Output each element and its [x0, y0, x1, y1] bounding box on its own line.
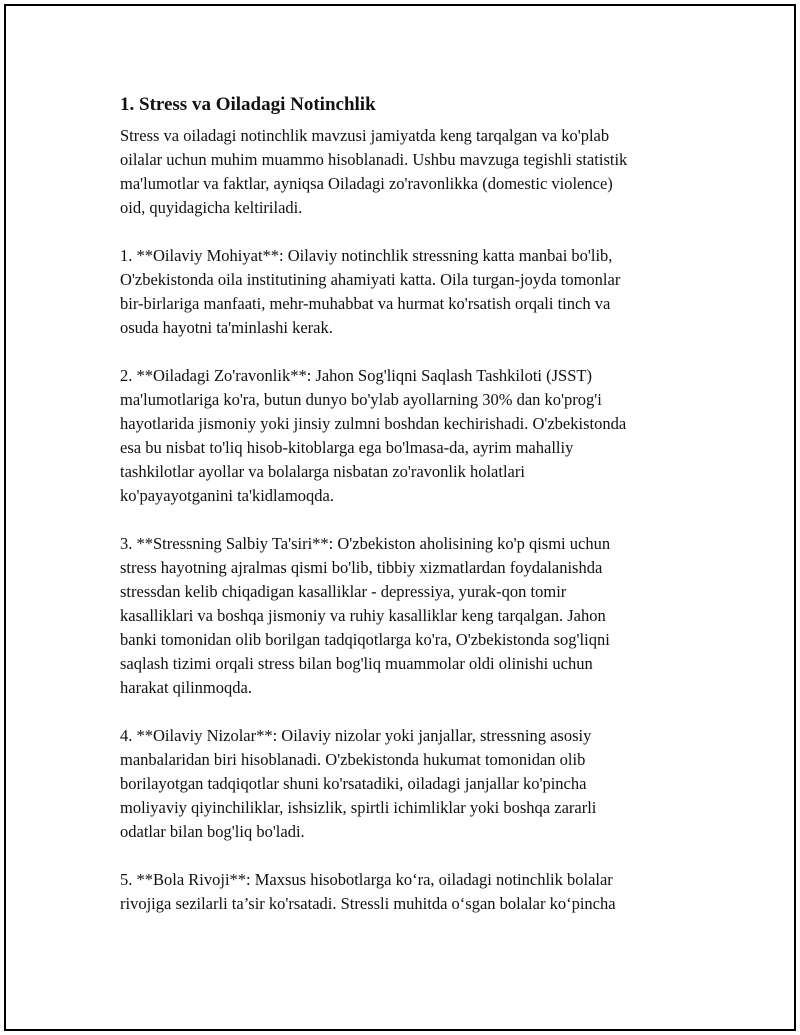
section-heading: 1. Stress va Oiladagi Notinchlik: [120, 94, 376, 115]
document-body: [120, 92, 700, 940]
page-frame: [4, 4, 796, 1031]
paragraph-oiladagi-zoravonlik: 2. **Oiladagi Zo'ravonlik**: Jahon Sog'liqni Saqlash Tashkiloti (JSST) ma'lumotlariga ko'ra, butun dunyo bo'ylab ayollarning 30% dan ko'prog'i hayotlarida jismoniy yoki jinsiy zulmni boshdan kechirishadi. O'zbekistonda esa bu nisbat to'liq hisob-kitoblarga ega bo'lmasa-da, ayrim mahalliy tashkilotlar ayollar va bolalarga nisbatan zo'ravonlik holatlari ko'payayotganini ta'kidlamoqda.: [120, 366, 627, 505]
intro-paragraph: Stress va oiladagi notinchlik mavzusi jamiyatda keng tarqalgan va ko'plab oilalar uchun muhim muammo hisoblanadi. Ushbu mavzuga tegishli statistik ma'lumotlar va faktlar, ayniqsa Oiladagi zo'ravonlikka (domestic violence) oid, quyidagicha keltiriladi.: [120, 126, 628, 217]
paragraph-oilaviy-nizolar: 4. **Oilaviy Nizolar**: Oilaviy nizolar yoki janjallar, stressning asosiy manbalaridan biri hisoblanadi. O'zbekistonda hukumat tomonidan olib borilayotgan tadqiqotlar shuni ko'rsatadiki, oiladagi janjallar ko'pincha moliyaviy qiyinchiliklar, ishsizlik, spirtli ichimliklar yoki boshqa zararli odatlar bilan bog'liq bo'ladi.: [120, 726, 597, 841]
paragraph-bola-rivoji: 5. **Bola Rivoji**: Maxsus hisobotlarga ko‘ra, oiladagi notinchlik bolalar rivojiga sezilarli ta’sir ko'rsatadi. Stressli muhitda o‘sgan bolalar ko‘pincha: [120, 870, 616, 913]
paragraph-stressning-salbiy-tasiri: 3. **Stressning Salbiy Ta'siri**: O'zbekiston aholisining ko'p qismi uchun stress hayotning ajralmas qismi bo'lib, tibbiy xizmatlardan foydalanishda stressdan kelib chiqadigan kasalliklar - depressiya, yurak-qon tomir kasalliklari va boshqa jismoniy va ruhiy kasalliklar keng tarqalgan. Jahon banki tomonidan olib borilgan tadqiqotlarga ko'ra, O'zbekistonda sog'liqni saqlash tizimi orqali stress bilan bog'liq muammolar oldi olinishi uchun harakat qilinmoqda.: [120, 534, 611, 697]
paragraph-oilaviy-mohiyat: 1. **Oilaviy Mohiyat**: Oilaviy notinchlik stressning katta manbai bo'lib, O'zbekistonda oila institutining ahamiyati katta. Oila turgan-joyda tomonlar bir-birlariga manfaati, mehr-muhabbat va hurmat ko'rsatish orqali tinch va osuda hayotni ta'minlashi kerak.: [120, 246, 621, 337]
